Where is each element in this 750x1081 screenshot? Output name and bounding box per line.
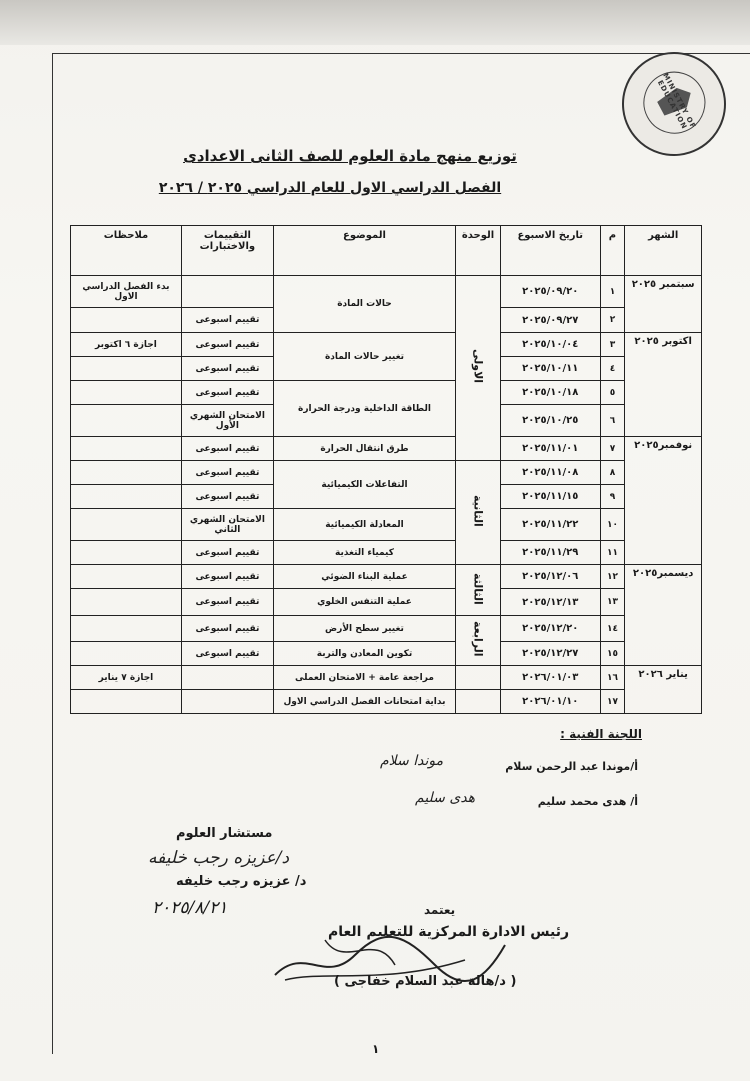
unit-label: الثالثة: [471, 572, 485, 605]
table-row: [71, 642, 702, 666]
committee-member-1-signature: موندا سلام: [380, 753, 444, 769]
unit-cell: [456, 666, 501, 690]
row-number: ١٣: [600, 589, 625, 616]
unit-cell: [456, 565, 501, 616]
row-number: ١٤: [600, 616, 625, 642]
notes-cell: اجازة ٧ يناير: [71, 666, 182, 690]
row-number: ٢: [600, 308, 625, 333]
assessment-cell: [181, 666, 273, 690]
topic-cell: تغيير حالات المادة: [273, 333, 455, 381]
assessment-cell: تقييم اسبوعى: [181, 357, 273, 381]
table-row: [71, 541, 702, 565]
month-cell: اكتوبر ٢٠٢٥: [625, 333, 702, 437]
table-row: [71, 276, 702, 308]
committee-member-2: أ/ هدى محمد سليم: [537, 795, 638, 808]
table-row: [71, 616, 702, 642]
topic-cell: التفاعلات الكيميائية: [273, 461, 455, 509]
week-date: ٢٠٢٦/٠١/١٠: [500, 690, 600, 714]
month-cell: يناير ٢٠٢٦: [625, 666, 702, 714]
page-subtitle: الفصل الدراسي الاول للعام الدراسي ٢٠٢٥ / ٢٠٢٦: [158, 180, 502, 196]
topic-cell: كيمياء التغذية: [273, 541, 455, 565]
table-row: [71, 333, 702, 357]
committee-member-1: أ/موندا عبد الرحمن سلام: [505, 760, 638, 773]
director-name: ( د/هالة عبد السلام خفاجى ): [334, 974, 517, 989]
unit-cell: [456, 276, 501, 461]
assessment-cell: تقييم اسبوعى: [181, 381, 273, 405]
week-date: ٢٠٢٥/١٠/٠٤: [500, 333, 600, 357]
week-date: ٢٠٢٥/١١/٢٩: [500, 541, 600, 565]
col-notes: ملاحظات: [71, 226, 182, 276]
col-topic: الموضوع: [273, 226, 455, 276]
assessment-cell: الامتحان الشهري الأول: [181, 405, 273, 437]
notes-cell: [71, 565, 182, 589]
week-date: ٢٠٢٥/١٢/٢٧: [500, 642, 600, 666]
assessment-cell: تقييم اسبوعى: [181, 589, 273, 616]
notes-cell: [71, 405, 182, 437]
row-number: ٧: [600, 437, 625, 461]
notes-cell: [71, 461, 182, 485]
unit-cell: [456, 461, 501, 565]
assessment-cell: تقييم اسبوعى: [181, 642, 273, 666]
topic-cell: تكوين المعادن والتربة: [273, 642, 455, 666]
week-date: ٢٠٢٥/١١/٢٢: [500, 509, 600, 541]
assessment-cell: تقييم اسبوعى: [181, 485, 273, 509]
page-number: ١: [372, 1042, 380, 1056]
advisor-signature-date: ٢٠٢٥/٨/٢١: [152, 898, 228, 918]
week-date: ٢٠٢٥/١٢/٠٦: [500, 565, 600, 589]
topic-cell: طرق انتقال الحرارة: [273, 437, 455, 461]
table-row: [71, 381, 702, 405]
director-title: رئيس الادارة المركزية للتعليم العام: [328, 924, 570, 940]
assessment-cell: تقييم اسبوعى: [181, 616, 273, 642]
week-date: ٢٠٢٥/١٠/١١: [500, 357, 600, 381]
notes-cell: [71, 381, 182, 405]
advisor-name: د/ عزيزه رجب خليفه: [176, 874, 307, 889]
week-date: ٢٠٢٦/٠١/٠٣: [500, 666, 600, 690]
notes-cell: بدء الفصل الدراسي الاول: [71, 276, 182, 308]
month-cell: ديسمبر٢٠٢٥: [625, 565, 702, 666]
notes-cell: [71, 437, 182, 461]
scan-shadow: [0, 0, 750, 45]
row-number: ١٢: [600, 565, 625, 589]
notes-cell: [71, 616, 182, 642]
row-number: ١٠: [600, 509, 625, 541]
assessment-cell: [181, 690, 273, 714]
curriculum-table: [70, 225, 702, 714]
topic-cell: تغيير سطح الأرض: [273, 616, 455, 642]
row-number: ١٥: [600, 642, 625, 666]
topic-cell: بداية امتحانات الفصل الدراسي الاول: [273, 690, 455, 714]
notes-cell: اجازة ٦ اكتوبر: [71, 333, 182, 357]
unit-cell: [456, 616, 501, 666]
topic-cell: الطاقة الداخلية ودرجة الحرارة: [273, 381, 455, 437]
unit-label: الثانية: [471, 495, 485, 527]
committee-member-2-signature: هدى سليم: [415, 790, 476, 806]
row-number: ٥: [600, 381, 625, 405]
col-assessment: التقييمات والاختبارات: [181, 226, 273, 276]
table-row: [71, 589, 702, 616]
page-title: توزيع منهج مادة العلوم للصف الثانى الاعدادى: [183, 147, 517, 165]
week-date: ٢٠٢٥/٠٩/٢٠: [500, 276, 600, 308]
assessment-cell: تقييم اسبوعى: [181, 308, 273, 333]
col-month: الشهر: [625, 226, 702, 276]
row-number: ٨: [600, 461, 625, 485]
month-cell: نوفمبر٢٠٢٥: [625, 437, 702, 565]
table-row: [71, 509, 702, 541]
col-num: م: [600, 226, 625, 276]
advisor-signature: د/عزيزه رجب خليفه: [148, 848, 290, 868]
table-row: [71, 666, 702, 690]
week-date: ٢٠٢٥/١٠/٢٥: [500, 405, 600, 437]
approval-label: يعتمد: [424, 903, 456, 917]
month-cell: سبتمبر ٢٠٢٥: [625, 276, 702, 333]
week-date: ٢٠٢٥/١٠/١٨: [500, 381, 600, 405]
assessment-cell: تقييم اسبوعى: [181, 437, 273, 461]
topic-cell: مراجعة عامة + الامتحان العملى: [273, 666, 455, 690]
unit-cell: [456, 690, 501, 714]
week-date: ٢٠٢٥/٠٩/٢٧: [500, 308, 600, 333]
row-number: ٤: [600, 357, 625, 381]
row-number: ١: [600, 276, 625, 308]
week-date: ٢٠٢٥/١١/٠١: [500, 437, 600, 461]
assessment-cell: تقييم اسبوعى: [181, 333, 273, 357]
assessment-cell: [181, 276, 273, 308]
seal-text: MINISTRY OF EDUCATION: [655, 71, 698, 131]
table-row: [71, 690, 702, 714]
topic-cell: المعادلة الكيميائية: [273, 509, 455, 541]
notes-cell: [71, 509, 182, 541]
row-number: ٩: [600, 485, 625, 509]
notes-cell: [71, 357, 182, 381]
row-number: ١١: [600, 541, 625, 565]
row-number: ١٦: [600, 666, 625, 690]
committee-heading: اللجنة الفنية :: [560, 727, 642, 741]
topic-cell: عملية البناء الضوئي: [273, 565, 455, 589]
table-row: [71, 461, 702, 485]
table-row: [71, 437, 702, 461]
week-date: ٢٠٢٥/١١/٠٨: [500, 461, 600, 485]
assessment-cell: تقييم اسبوعى: [181, 541, 273, 565]
assessment-cell: تقييم اسبوعى: [181, 565, 273, 589]
unit-label: الاولى: [471, 349, 485, 384]
row-number: ٦: [600, 405, 625, 437]
assessment-cell: تقييم اسبوعى: [181, 461, 273, 485]
notes-cell: [71, 541, 182, 565]
row-number: ٣: [600, 333, 625, 357]
unit-label: الرابعة: [471, 621, 485, 657]
assessment-cell: الامتحان الشهري الثاني: [181, 509, 273, 541]
week-date: ٢٠٢٥/١٢/١٣: [500, 589, 600, 616]
table-header-row: [71, 226, 702, 276]
notes-cell: [71, 690, 182, 714]
col-unit: الوحدة: [456, 226, 501, 276]
notes-cell: [71, 308, 182, 333]
notes-cell: [71, 642, 182, 666]
topic-cell: حالات المادة: [273, 276, 455, 333]
notes-cell: [71, 485, 182, 509]
week-date: ٢٠٢٥/١١/١٥: [500, 485, 600, 509]
col-week-date: تاريخ الاسبوع: [500, 226, 600, 276]
table-row: [71, 565, 702, 589]
week-date: ٢٠٢٥/١٢/٢٠: [500, 616, 600, 642]
row-number: ١٧: [600, 690, 625, 714]
notes-cell: [71, 589, 182, 616]
topic-cell: عملية التنفس الخلوي: [273, 589, 455, 616]
advisor-title: مستشار العلوم: [176, 826, 273, 841]
